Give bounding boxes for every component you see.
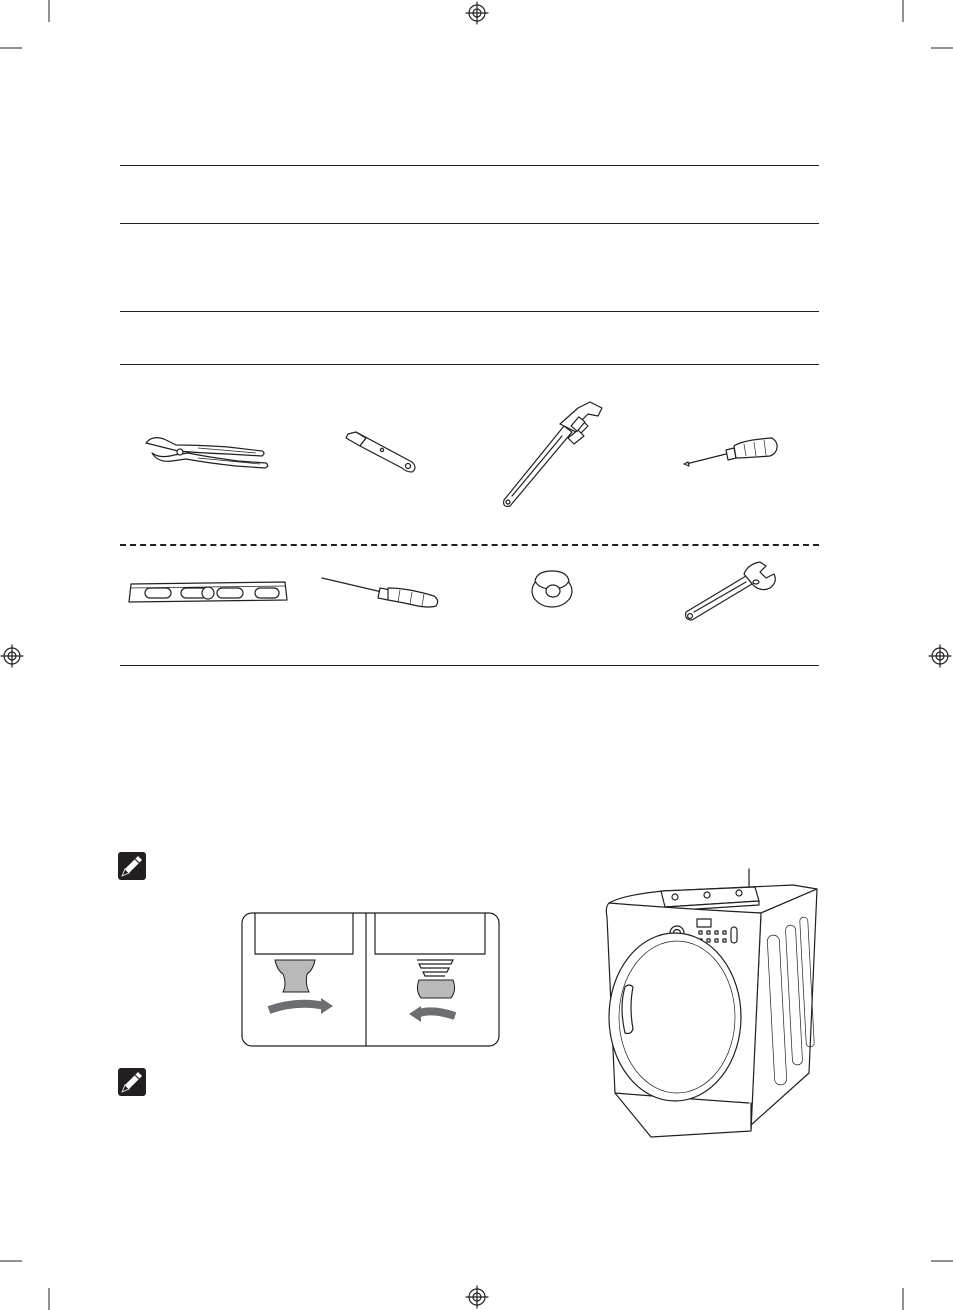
rule-1 xyxy=(120,165,819,166)
registration-mark-icon xyxy=(466,2,488,24)
registration-mark-icon xyxy=(1,645,23,667)
pipe-wrench-icon xyxy=(500,398,610,510)
pliers-icon xyxy=(138,433,278,473)
thread-tape-icon xyxy=(529,569,575,609)
flat-screwdriver-icon xyxy=(682,434,782,474)
note-pencil-icon xyxy=(117,1067,147,1097)
rule-2 xyxy=(120,223,819,224)
rule-4 xyxy=(120,364,819,365)
note-pencil-icon xyxy=(117,851,147,881)
rule-5 xyxy=(120,665,819,666)
washer-with-level-illustration xyxy=(603,867,833,1142)
registration-mark-icon xyxy=(466,1286,488,1308)
adjustable-wrench-icon xyxy=(682,558,782,624)
tools-divider xyxy=(120,544,819,546)
phillips-screwdriver-icon xyxy=(318,574,442,610)
rule-3 xyxy=(120,311,819,312)
level-icon xyxy=(127,580,289,606)
utility-knife-icon xyxy=(342,430,422,475)
registration-mark-icon xyxy=(929,645,951,667)
leveling-feet-illustration xyxy=(241,912,501,1048)
